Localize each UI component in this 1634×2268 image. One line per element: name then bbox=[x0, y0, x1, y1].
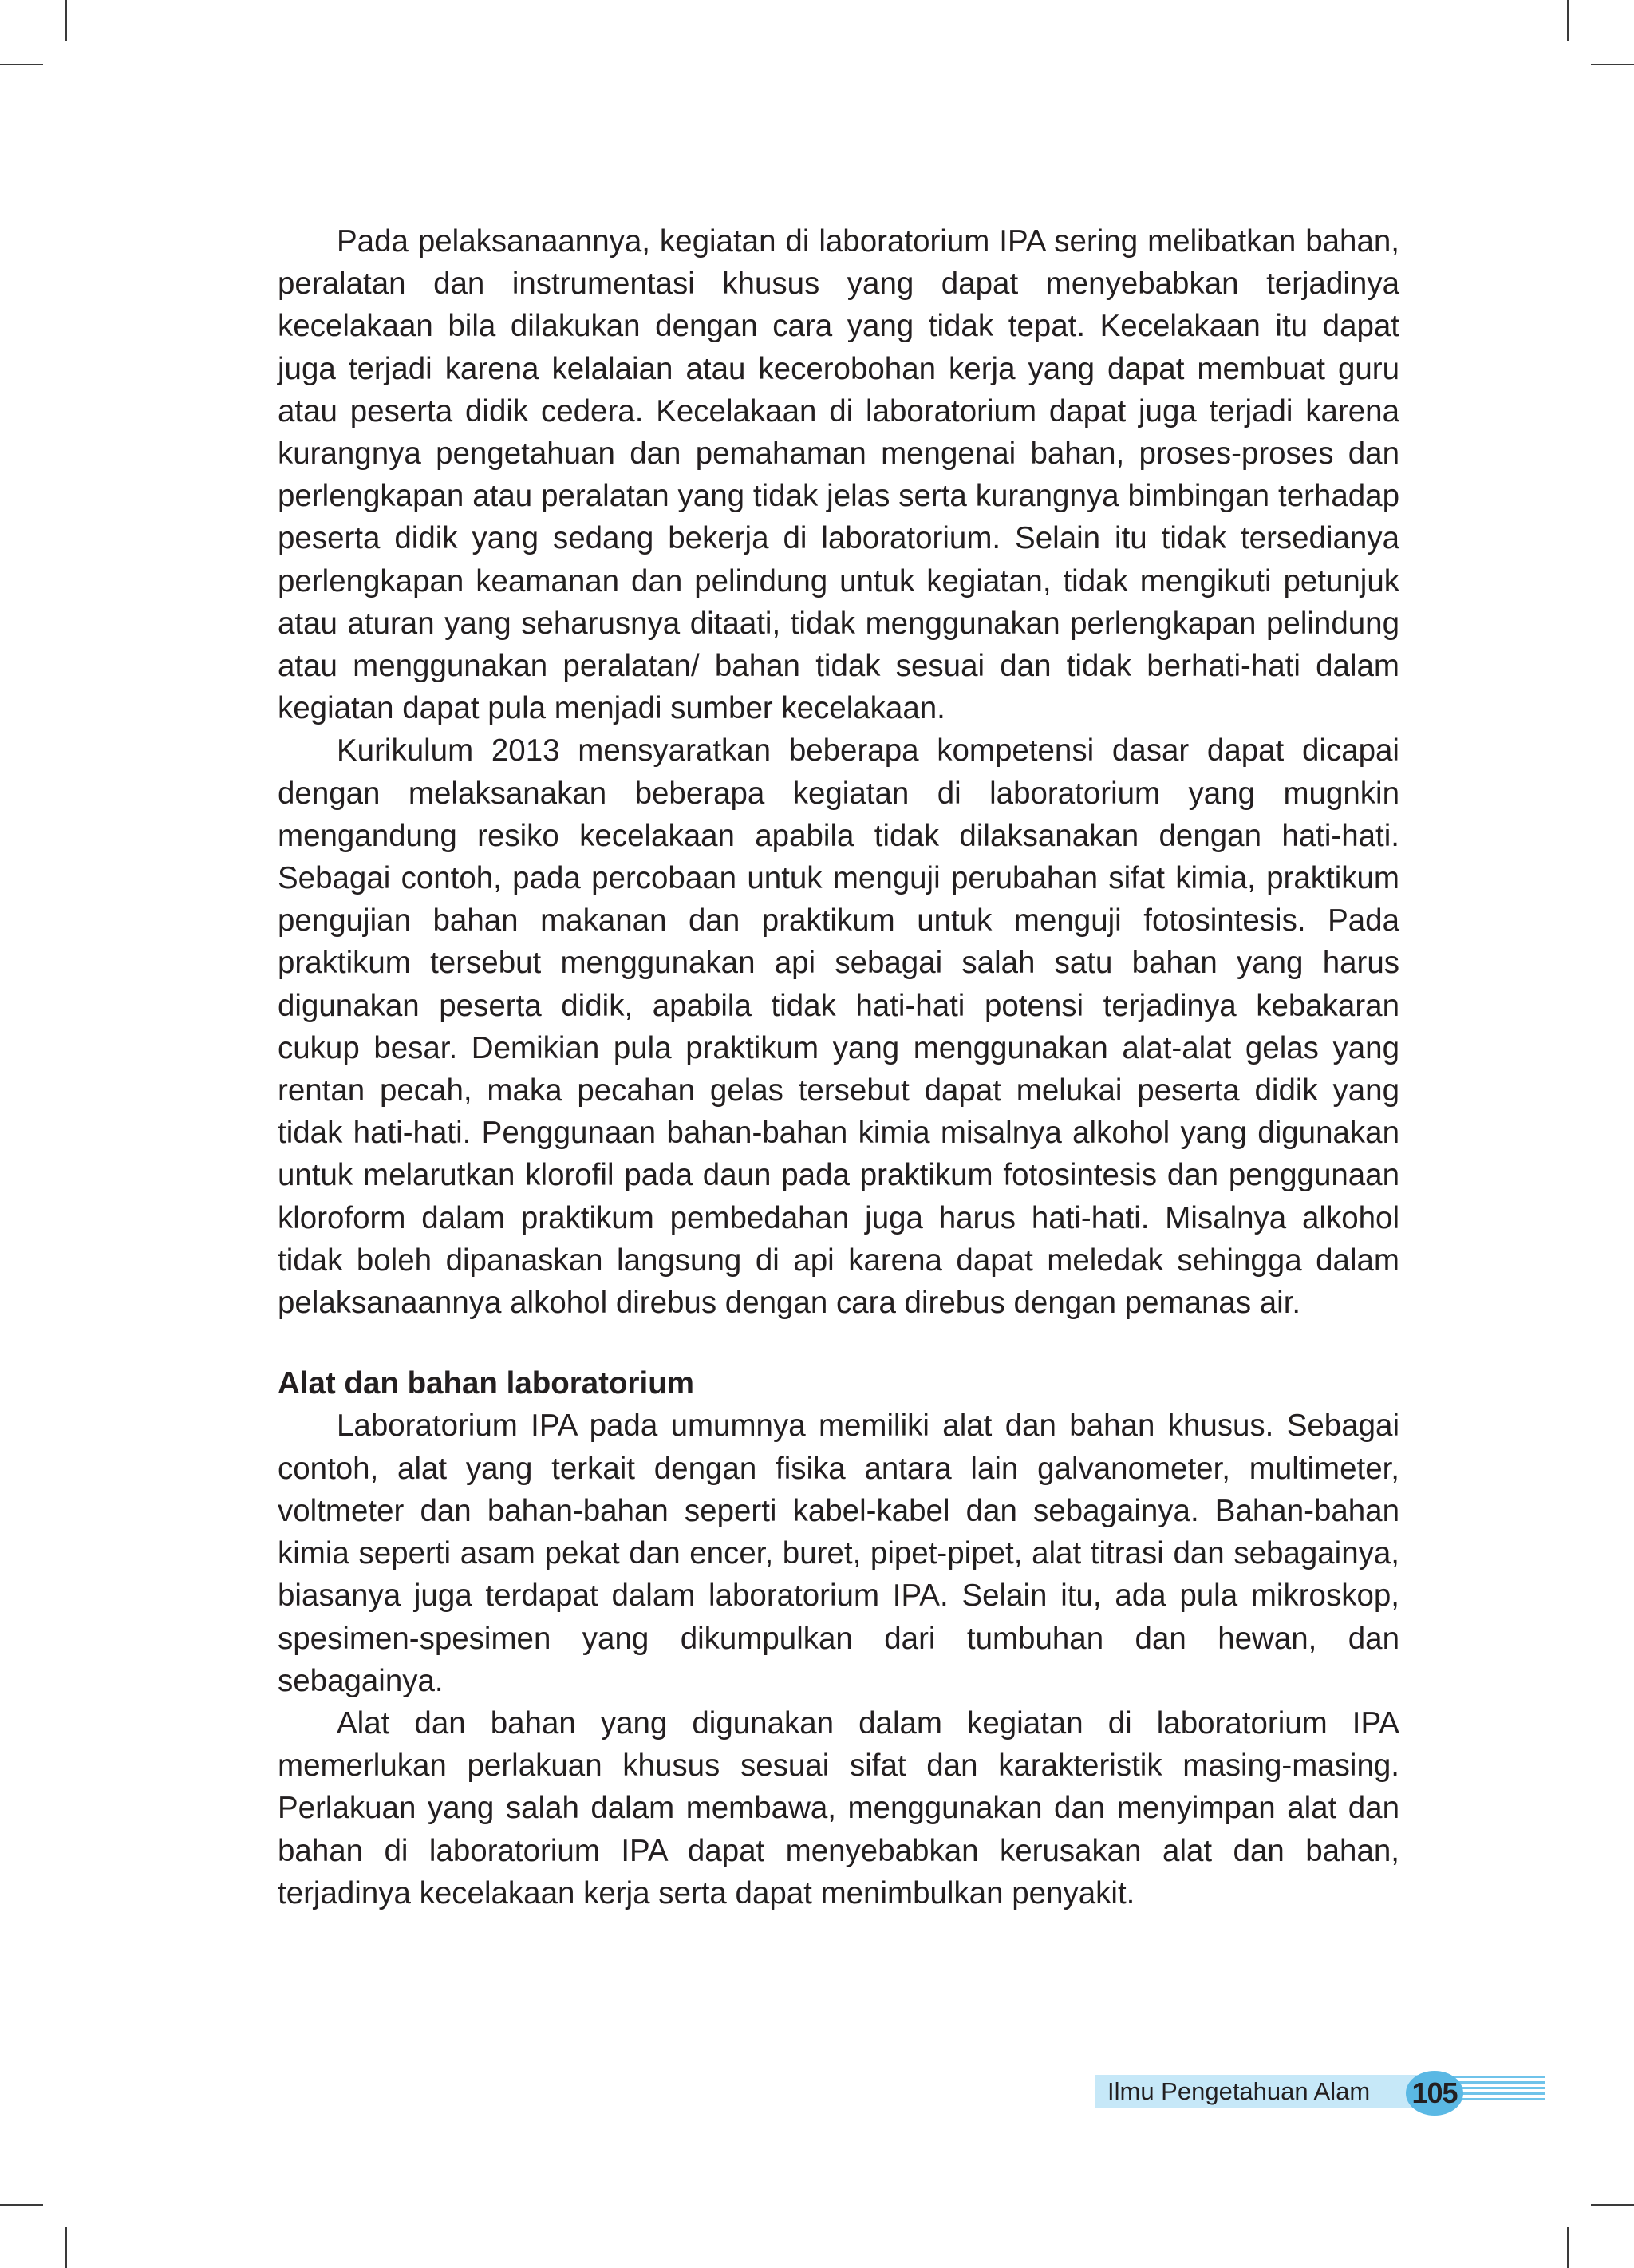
footer-book-title: Ilmu Pengetahuan Alam bbox=[1107, 2077, 1371, 2105]
crop-mark-bottom-right-vertical bbox=[1567, 2227, 1569, 2268]
paragraph-lab-equipment: Laboratorium IPA pada umumnya memiliki alat dan bahan khusus. Sebagai contoh, alat yang terkait dengan fisika antara lain galvanometer, multimeter, voltmeter dan bahan-bahan seperti kabel-kabel dan sebagainya. Bahan-bahan kimia seperti asam pekat dan encer, buret, pipet-pipet, alat titrasi dan sebagainya, biasanya juga terdapat dalam laboratorium IPA. Selain itu, ada pula mikroskop, spesimen-spesimen yang dikumpulkan dari tumbuhan dan hewan, dan sebagainya. bbox=[278, 1409, 1399, 1698]
crop-mark-bottom-right-horizontal bbox=[1591, 2204, 1634, 2206]
crop-mark-top-left-vertical bbox=[65, 0, 67, 41]
page-footer bbox=[1095, 2071, 1573, 2111]
crop-mark-bottom-left-vertical bbox=[65, 2227, 67, 2268]
paragraph-curriculum-2013: Kurikulum 2013 mensyaratkan beberapa kompetensi dasar dapat dicapai dengan melaksanakan beberapa kegiatan di laboratorium yang mugnkin mengandung resiko kecelakaan apabila tidak dilaksanakan dengan hati-hati. Sebagai contoh, pada percobaan untuk menguji perubahan sifat kimia, praktikum pengujian bahan makanan dan praktikum untuk menguji fotosintesis. Pada praktikum tersebut menggunakan api sebagai salah satu bahan yang harus digunakan peserta didik, apabila tidak hati-hati potensi terjadinya kebakaran cukup besar. Demikian pula praktikum yang menggunakan alat-alat gelas yang rentan pecah, maka pecahan gelas tersebut dapat melukai peserta didik yang tidak hati-hati. Penggunaan bahan-bahan kimia misalnya alkohol yang digunakan untuk melarutkan klorofil pada daun pada praktikum fotosintesis dan penggunaan kloroform dalam praktikum pembedahan juga harus hati-hati. Misalnya alkohol tidak boleh dipanaskan langsung di api karena dapat meledak sehingga dalam pelaksanaannya alkohol direbus dengan cara direbus dengan pemanas air. bbox=[278, 733, 1399, 1321]
crop-mark-top-right-vertical bbox=[1567, 0, 1569, 41]
page-number: 105 bbox=[1406, 2071, 1463, 2116]
crop-mark-top-left-horizontal bbox=[0, 64, 43, 65]
crop-mark-top-right-horizontal bbox=[1591, 64, 1634, 65]
crop-mark-bottom-left-horizontal bbox=[0, 2204, 43, 2206]
page-body bbox=[278, 220, 1399, 1914]
section-heading: Alat dan bahan laboratorium bbox=[278, 1366, 694, 1401]
paragraph-lab-accidents: Pada pelaksanaannya, kegiatan di laboratorium IPA sering melibatkan bahan, peralatan dan instrumentasi khusus yang dapat menyebabkan terjadinya kecelakaan bila dilakukan dengan cara yang tidak tepat. Kecelakaan itu dapat juga terjadi karena kelalaian atau kecerobohan kerja yang dapat membuat guru atau peserta didik cedera. Kecelakaan di laboratorium dapat juga terjadi karena kurangnya pengetahuan dan pemahaman mengenai bahan, proses-proses dan perlengkapan atau peralatan yang tidak jelas serta kurangnya bimbingan terhadap peserta didik yang sedang bekerja di laboratorium. Selain itu tidak tersedianya perlengkapan keamanan dan pelindung untuk kegiatan, tidak mengikuti petunjuk atau aturan yang seharusnya ditaati, tidak menggunakan perlengkapan pelindung atau menggunakan peralatan/ bahan tidak sesuai dan tidak berhati-hati dalam kegiatan dapat pula menjadi sumber kecelakaan. bbox=[278, 224, 1399, 726]
paragraph-equipment-handling: Alat dan bahan yang digunakan dalam kegiatan di laboratorium IPA memerlukan perlakuan khusus sesuai sifat dan karakteristik masing-masing. Perlakuan yang salah dalam membawa, menggunakan dan menyimpan alat dan bahan di laboratorium IPA dapat menyebabkan kerusakan alat dan bahan, terjadinya kecelakaan kerja serta dapat menimbulkan penyakit. bbox=[278, 1705, 1399, 1910]
